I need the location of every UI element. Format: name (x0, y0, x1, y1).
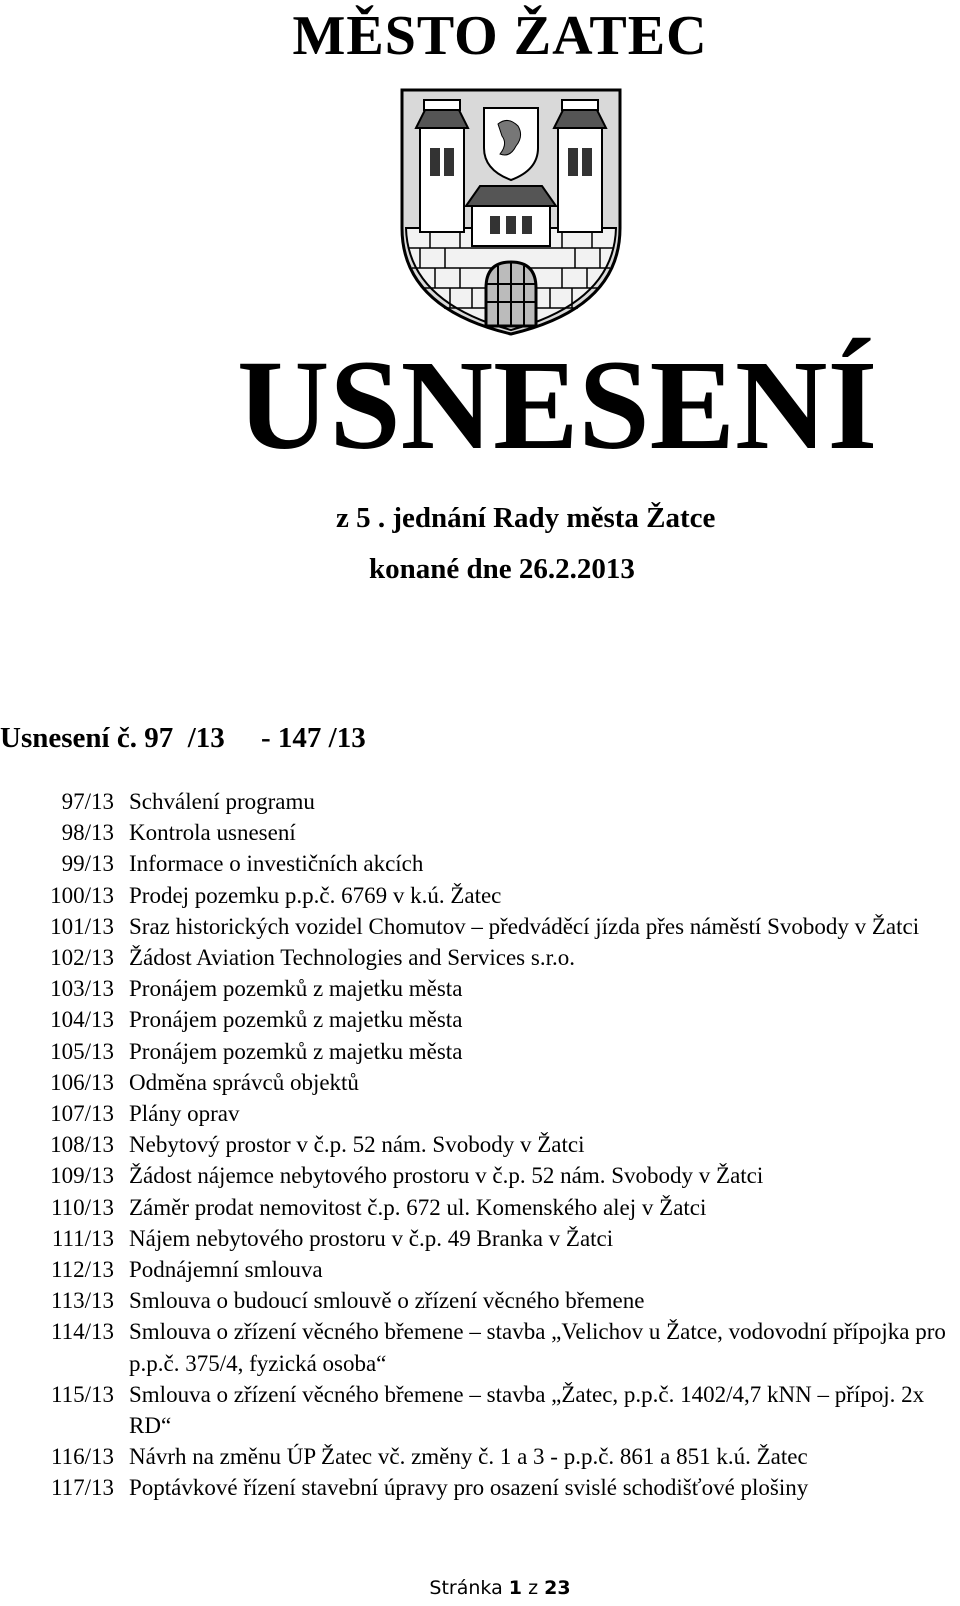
list-item (0, 973, 960, 1004)
resolution-list (0, 786, 960, 1504)
list-item (0, 1067, 960, 1098)
list-item (0, 911, 960, 942)
item-text: Žádost nájemce nebytového prostoru v č.p. 52 nám. Svobody v Žatci (129, 1163, 764, 1189)
item-text: Informace o investičních akcích (129, 851, 424, 877)
list-item (0, 942, 960, 973)
item-number: 97/13 (61, 789, 114, 814)
item-text: Nebytový prostor v č.p. 52 nám. Svobody v Žatci (129, 1132, 585, 1158)
resolution-range: Usnesení č. 97 /13 - 147 /13 (0, 722, 366, 754)
item-number: 115/13 (50, 1381, 114, 1407)
item-text: Pronájem pozemků z majetku města (129, 1007, 463, 1033)
item-number: 101/13 (50, 913, 114, 939)
list-item (0, 1379, 960, 1441)
item-text: Pronájem pozemků z majetku města (129, 976, 463, 1002)
document-title: USNESENÍ (237, 334, 878, 476)
list-item (0, 1192, 960, 1223)
item-number: 111/13 (51, 1225, 114, 1251)
item-text: Záměr prodat nemovitost č.p. 672 ul. Komenského alej v Žatci (129, 1194, 707, 1220)
item-text: Schválení programu (129, 789, 315, 814)
current-page-number: 1 (508, 1577, 523, 1599)
list-item (0, 1160, 960, 1191)
list-item (0, 1004, 960, 1035)
list-item (0, 1472, 960, 1503)
list-item (0, 1223, 960, 1254)
item-text: Poptávkové řízení stavební úpravy pro osazení svislé schodišťové plošiny (129, 1475, 809, 1501)
list-item (0, 880, 960, 911)
list-item (0, 1285, 960, 1316)
item-text: Žádost Aviation Technologies and Services s.r.o. (129, 945, 575, 971)
list-item (0, 1129, 960, 1160)
footer-separator: z (528, 1577, 539, 1599)
list-item (0, 817, 960, 848)
item-text: Plány oprav (129, 1101, 240, 1127)
item-number: 100/13 (50, 882, 114, 908)
item-number: 103/13 (50, 976, 114, 1002)
list-item (0, 1254, 960, 1285)
item-text: Pronájem pozemků z majetku města (129, 1038, 463, 1064)
footer-prefix: Stránka (429, 1577, 503, 1599)
total-page-count: 23 (544, 1577, 571, 1599)
item-number: 99/13 (61, 851, 114, 877)
list-item (0, 848, 960, 879)
item-number: 105/13 (50, 1038, 114, 1064)
item-text: Odměna správců objektů (129, 1069, 359, 1095)
item-number: 114/13 (50, 1319, 114, 1345)
item-text: Návrh na změnu ÚP Žatec vč. změny č. 1 a 3 - p.p.č. 861 a 851 k.ú. Žatec (129, 1444, 808, 1470)
item-number: 110/13 (50, 1194, 114, 1220)
list-item (0, 1316, 960, 1378)
item-number: 102/13 (50, 945, 114, 971)
list-item (0, 1036, 960, 1067)
item-number: 98/13 (61, 820, 114, 846)
item-text: Kontrola usnesení (129, 820, 296, 846)
item-number: 117/13 (50, 1475, 114, 1501)
list-item (0, 786, 960, 817)
item-text: Podnájemní smlouva (129, 1257, 323, 1283)
list-item (0, 1441, 960, 1472)
item-number: 113/13 (50, 1288, 114, 1314)
item-text: Sraz historických vozidel Chomutov – předváděcí jízda přes náměstí Svobody v Žatci (129, 913, 920, 939)
list-item (0, 1098, 960, 1129)
item-text: Smlouva o zřízení věcného břemene – stavba „Velichov u Žatce, vodovodní přípojka pro p.p.č. 375/4, fyzická osoba“ (129, 1319, 946, 1376)
town-name: MĚSTO ŽATEC (292, 5, 708, 67)
item-number: 106/13 (50, 1069, 114, 1095)
meeting-subtitle: z 5 . jednání Rady města Žatce (336, 502, 716, 534)
item-number: 108/13 (50, 1132, 114, 1158)
item-number: 104/13 (50, 1007, 114, 1033)
town-crest-emblem (400, 88, 622, 336)
item-number: 112/13 (50, 1257, 114, 1283)
item-number: 109/13 (50, 1163, 114, 1189)
item-text: Smlouva o budoucí smlouvě o zřízení věcného břemene (129, 1288, 645, 1314)
item-text: Nájem nebytového prostoru v č.p. 49 Branka v Žatci (129, 1225, 614, 1251)
item-number: 116/13 (50, 1444, 114, 1470)
item-text: Prodej pozemku p.p.č. 6769 v k.ú. Žatec (129, 882, 502, 908)
meeting-date: konané dne 26.2.2013 (369, 553, 635, 585)
item-number: 107/13 (50, 1101, 114, 1127)
item-text: Smlouva o zřízení věcného břemene – stavba „Žatec, p.p.č. 1402/4,7 kNN – přípoj. 2x RD“ (129, 1381, 925, 1439)
page-footer (0, 1577, 960, 1599)
